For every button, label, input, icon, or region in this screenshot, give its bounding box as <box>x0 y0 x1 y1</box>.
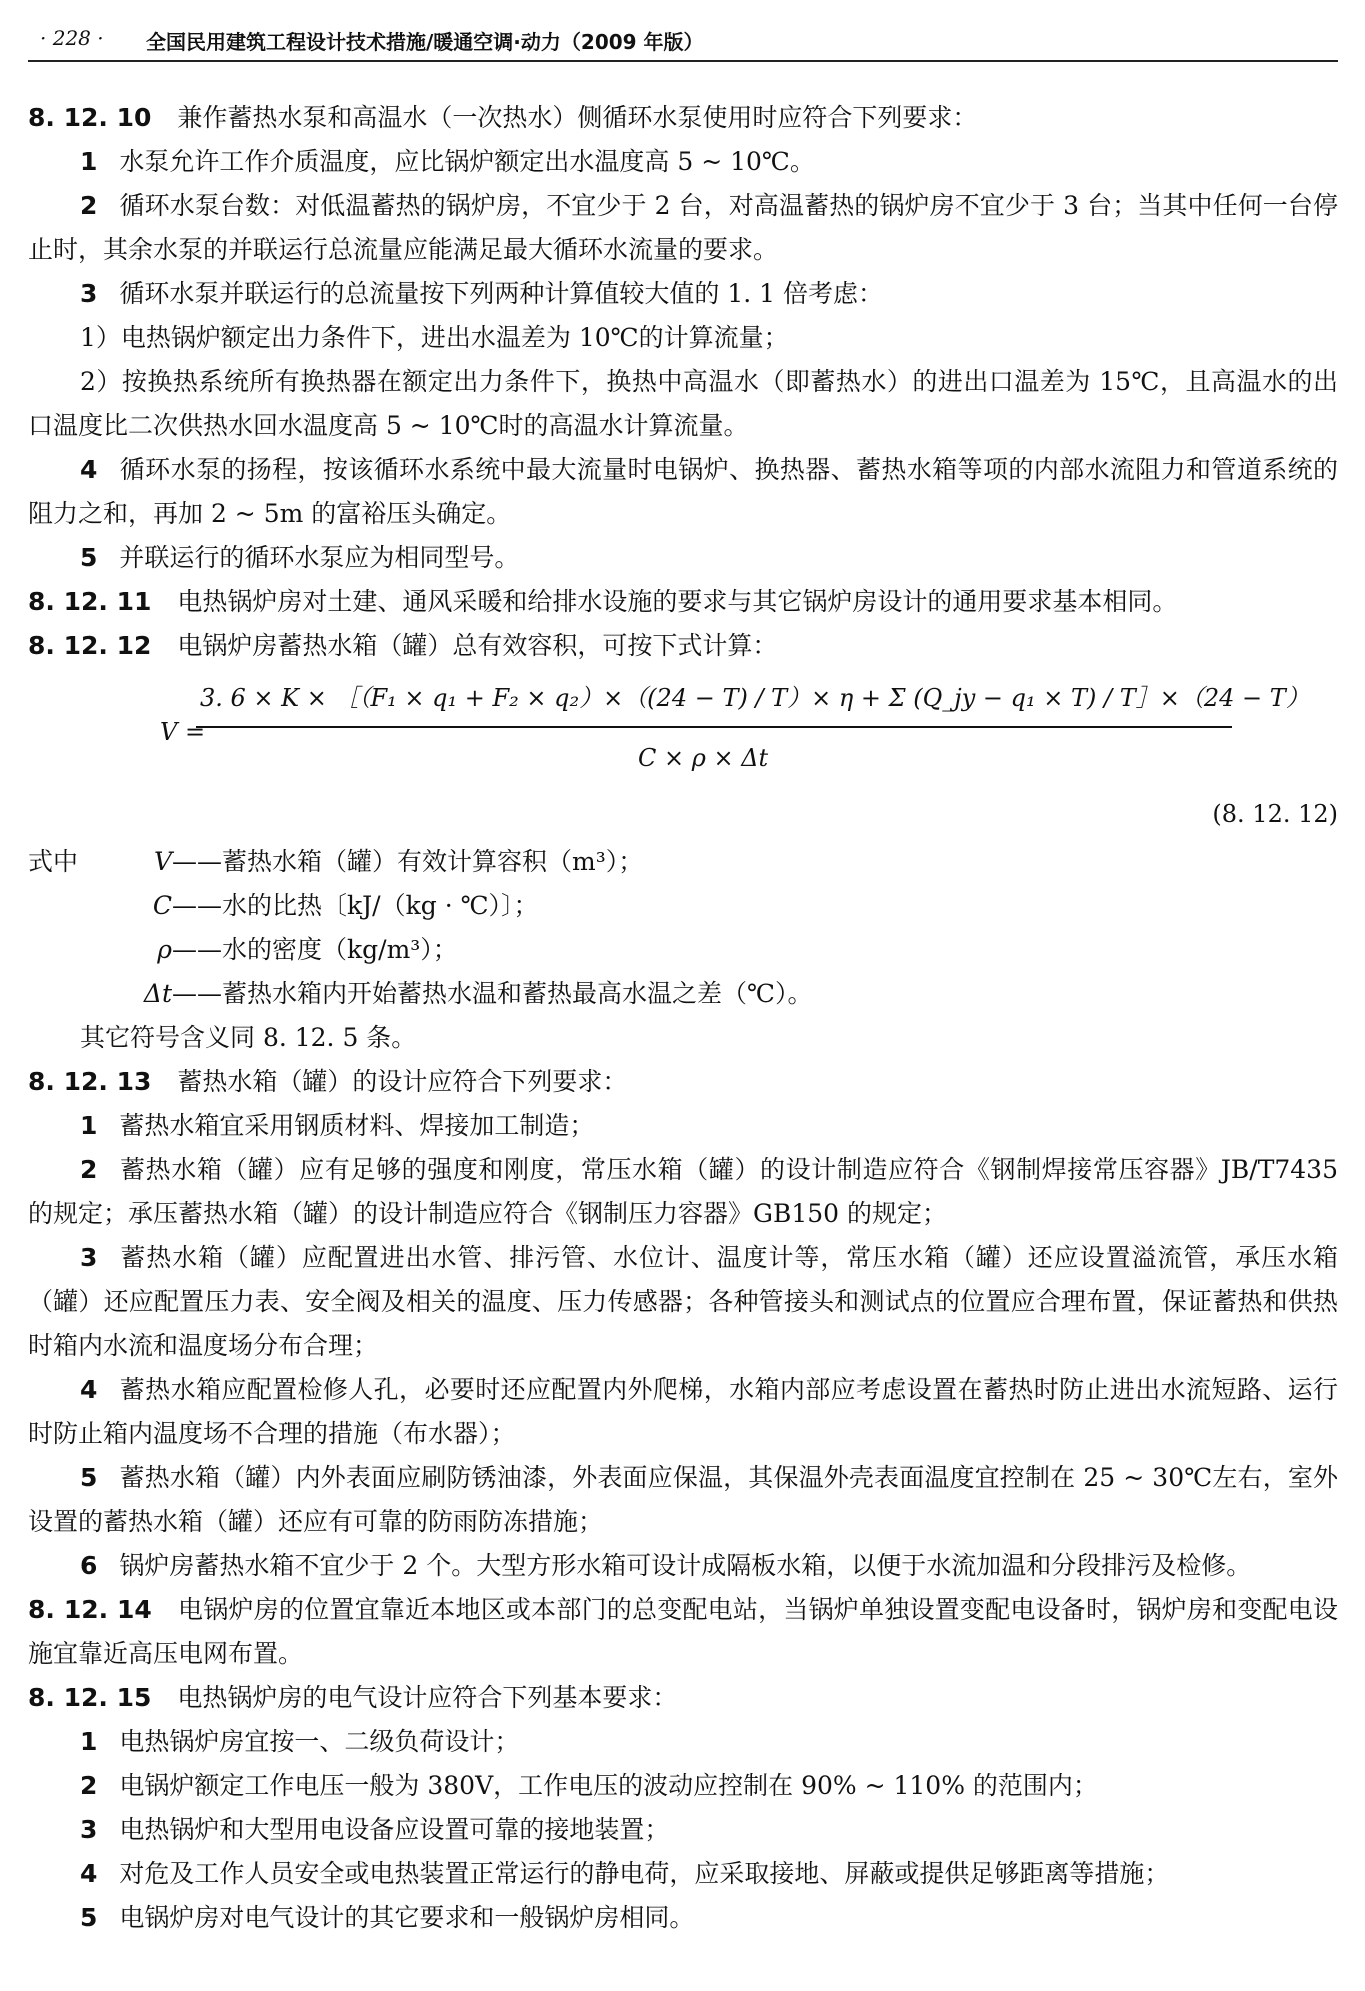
section-number: 8. 12. 11 <box>28 587 152 616</box>
item-text: 蓄热水箱应配置检修人孔，必要时还应配置内外爬梯，水箱内部应考虑设置在蓄热时防止进出水流短路、运行时防止箱内温度场不合理的措施（布水器）； <box>28 1375 1338 1448</box>
list-item <box>28 1896 1338 1940</box>
definition: ——蓄热水箱内开始蓄热水温和蓄热最高水温之差（℃）。 <box>172 979 813 1008</box>
section-text: 蓄热水箱（罐）的设计应符合下列要求： <box>177 1067 628 1096</box>
item-text: 电热锅炉房宜按一、二级负荷设计； <box>119 1727 520 1756</box>
list-item <box>28 1544 1338 1588</box>
item-number: 5 <box>80 1903 98 1932</box>
equation-number: (8. 12. 12) <box>1212 800 1338 828</box>
item-number: 4 <box>80 1859 98 1888</box>
fraction-bar <box>196 726 1232 728</box>
list-item <box>28 536 1338 580</box>
section-number: 8. 12. 15 <box>28 1683 152 1712</box>
item-text: 水泵允许工作介质温度，应比锅炉额定出水温度高 5 ~ 10℃。 <box>119 147 815 176</box>
item-number: 4 <box>80 455 98 484</box>
item-text: 蓄热水箱（罐）内外表面应刷防锈油漆，外表面应保温，其保温外壳表面温度宜控制在 25 ~ 30℃左右，室外设置的蓄热水箱（罐）还应有可靠的防雨防冻措施； <box>28 1463 1338 1536</box>
list-item <box>28 1764 1338 1808</box>
item-text: 循环水泵台数：对低温蓄热的锅炉房，不宜少于 2 台，对高温蓄热的锅炉房不宜少于 3 台；当其中任何一台停止时，其余水泵的并联运行总流量应能满足最大循环水流量的要求。 <box>28 191 1338 264</box>
item-number: 1） <box>80 323 121 352</box>
section-8-12-13 <box>28 1060 1338 1104</box>
item-text: 锅炉房蓄热水箱不宜少于 2 个。大型方形水箱可设计成隔板水箱，以便于水流加温和分段排污及检修。 <box>119 1551 1252 1580</box>
section-8-12-15 <box>28 1676 1338 1720</box>
list-item <box>28 1720 1338 1764</box>
volume-formula <box>28 674 1338 792</box>
item-number: 4 <box>80 1375 98 1404</box>
section-number: 8. 12. 12 <box>28 631 152 660</box>
section-text: 兼作蓄热水泵和高温水（一次热水）侧循环水泵使用时应符合下列要求： <box>177 103 978 132</box>
book-title: 全国民用建筑工程设计技术措施/暖通空调·动力（2009 年版） <box>146 30 704 54</box>
definition: ——水的密度（kg/m³）； <box>172 935 458 964</box>
list-item <box>28 1368 1338 1456</box>
definition: ——蓄热水箱（罐）有效计算容积（m³）； <box>172 847 644 876</box>
item-text: 蓄热水箱（罐）应有足够的强度和刚度，常压水箱（罐）的设计制造应符合《钢制焊接常压容器》JB/T7435 的规定；承压蓄热水箱（罐）的设计制造应符合《钢制压力容器》GB150 的规定； <box>28 1155 1338 1228</box>
definition-row <box>28 884 1338 928</box>
formula-denominator: C × ρ × Δt <box>638 744 769 772</box>
section-8-12-10 <box>28 96 1338 140</box>
section-8-12-12 <box>28 624 1338 668</box>
item-text: 循环水泵的扬程，按该循环水系统中最大流量时电锅炉、换热器、蓄热水箱等项的内部水流阻力和管道系统的阻力之和，再加 2 ~ 5m 的富裕压头确定。 <box>28 455 1338 528</box>
item-text: 并联运行的循环水泵应为相同型号。 <box>119 543 520 572</box>
formula-lhs: V = <box>160 718 206 746</box>
item-number: 3 <box>80 279 98 308</box>
symbol-note: 其它符号含义同 8. 12. 5 条。 <box>80 1023 417 1052</box>
section-8-12-14 <box>28 1588 1338 1676</box>
page-number: · 228 · <box>40 26 104 50</box>
symbol: ρ <box>157 935 172 964</box>
section-number: 8. 12. 10 <box>28 103 152 132</box>
list-item <box>28 1852 1338 1896</box>
item-number: 1 <box>80 1111 98 1140</box>
section-number: 8. 12. 13 <box>28 1067 152 1096</box>
item-number: 2 <box>80 1155 98 1184</box>
section-text: 电锅炉房的位置宜靠近本地区或本部门的总变配电站，当锅炉单独设置变配电设备时，锅炉房和变配电设施宜靠近高压电网布置。 <box>28 1595 1338 1668</box>
item-text: 按换热系统所有换热器在额定出力条件下，换热中高温水（即蓄热水）的进出口温差为 15℃，且高温水的出口温度比二次供热水回水温度高 5 ~ 10℃时的高温水计算流量。 <box>28 367 1339 440</box>
section-text: 电热锅炉房的电气设计应符合下列基本要求： <box>177 1683 678 1712</box>
item-number: 1 <box>80 1727 98 1756</box>
item-number: 6 <box>80 1551 98 1580</box>
definition-row <box>28 840 1338 884</box>
definition-row <box>28 928 1338 972</box>
item-text: 电锅炉额定工作电压一般为 380V，工作电压的波动应控制在 90% ~ 110% 的范围内； <box>119 1771 1098 1800</box>
item-text: 电锅炉房对电气设计的其它要求和一般锅炉房相同。 <box>119 1903 695 1932</box>
item-number: 2 <box>80 1771 98 1800</box>
section-number: 8. 12. 14 <box>28 1595 152 1624</box>
symbol: V <box>153 847 172 876</box>
item-number: 2 <box>80 191 98 220</box>
definition: ——水的比热〔kJ/（kg · ℃）〕； <box>172 891 539 920</box>
list-item <box>28 1148 1338 1236</box>
section-text: 电热锅炉房对土建、通风采暖和给排水设施的要求与其它锅炉房设计的通用要求基本相同。 <box>177 587 1178 616</box>
list-item <box>28 1104 1338 1148</box>
sub-list-item <box>28 360 1338 448</box>
item-number: 5 <box>80 1463 98 1492</box>
where-label: 式中 <box>28 847 79 876</box>
item-number: 3 <box>80 1243 98 1272</box>
item-text: 对危及工作人员安全或电热装置正常运行的静电荷，应采取接地、屏蔽或提供足够距离等措施； <box>119 1859 1170 1888</box>
list-item <box>28 272 1338 316</box>
item-number: 5 <box>80 543 98 572</box>
list-item <box>28 1456 1338 1544</box>
sub-list-item <box>28 316 1338 360</box>
page-body <box>28 96 1338 1940</box>
symbol-definitions <box>28 840 1338 1016</box>
list-item <box>28 1236 1338 1368</box>
list-item <box>28 1808 1338 1852</box>
list-item <box>28 140 1338 184</box>
symbol: C <box>152 891 172 920</box>
item-text: 蓄热水箱宜采用钢质材料、焊接加工制造； <box>119 1111 595 1140</box>
section-text: 电锅炉房蓄热水箱（罐）总有效容积，可按下式计算： <box>177 631 778 660</box>
symbol: Δt <box>143 979 172 1008</box>
item-text: 蓄热水箱（罐）应配置进出水管、排污管、水位计、温度计等，常压水箱（罐）还应设置溢流管，承压水箱（罐）还应配置压力表、安全阀及相关的温度、压力传感器；各种管接头和测试点的位置应合理布置，保证蓄热和供热时箱内水流和温度场分布合理； <box>28 1243 1338 1360</box>
section-8-12-11 <box>28 580 1338 624</box>
definition-row <box>28 972 1338 1016</box>
list-item <box>28 184 1338 272</box>
item-text: 电热锅炉额定出力条件下，进出水温差为 10℃的计算流量； <box>120 323 789 352</box>
formula-numerator: 3. 6 × K × ［（F₁ × q₁ + F₂ × q₂）×（(24 − T) / T）× η + Σ (Q_jy − q₁ × T) / T］×（24 − T） <box>200 684 1310 712</box>
item-number: 1 <box>80 147 98 176</box>
item-text: 电热锅炉和大型用电设备应设置可靠的接地装置； <box>119 1815 670 1844</box>
item-text: 循环水泵并联运行的总流量按下列两种计算值较大值的 1. 1 倍考虑： <box>119 279 884 308</box>
item-number: 3 <box>80 1815 98 1844</box>
running-header <box>28 22 1338 62</box>
item-number: 2） <box>80 367 122 396</box>
list-item <box>28 448 1338 536</box>
